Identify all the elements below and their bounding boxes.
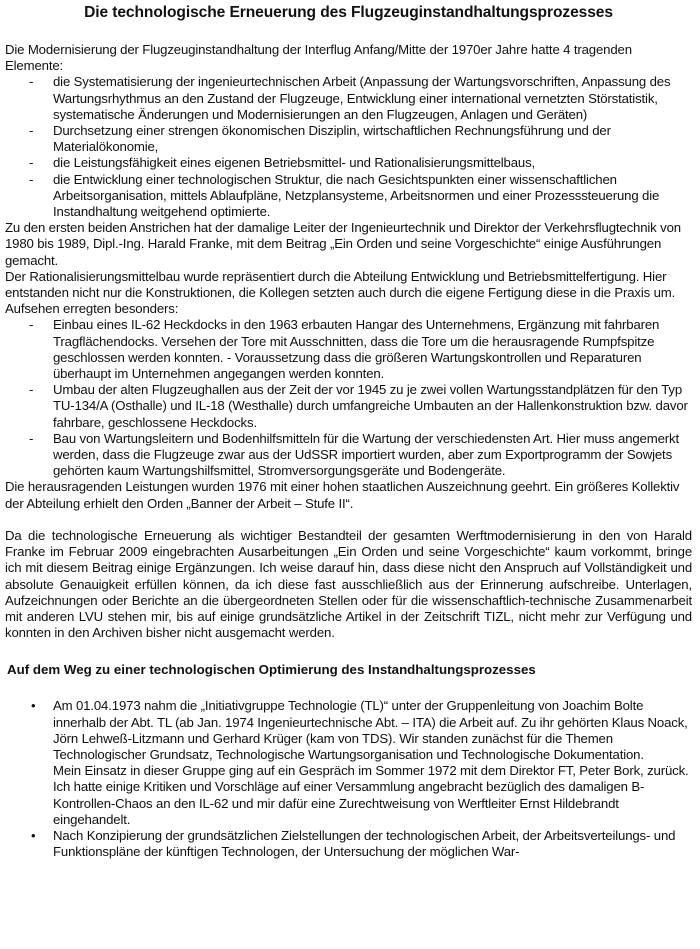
award-paragraph: Die herausragenden Leistungen wurden 1976 mit einer hohen staatlichen Auszeichnung geehrt. Ein größeres Kollektiv der Abteilung erhielt den Orden „Banner der Arbeit – Stufe II“. [5,479,680,511]
franke-paragraph: Zu den ersten beiden Anstrichen hat der damalige Leiter der Ingenieurtechnik und Direktor der Verkehrsflugtechnik von 1980 bis 1989, Dipl.-Ing. Harald Franke, mit dem Beitrag „Ein Orden und seine Vorgeschichte“ einige Ausführungen gemacht. [5,220,681,268]
list-item: - Bau von Wartungsleitern und Bodenhilfsmitteln für die Wartung der verschiedensten Art. Hier muss angemerkt werden, dass die Flugzeuge zwar aus der UdSSR importiert wurden, aber zum Exportprogramm der Sowjets gehörten kaum Wartungshilfsmittel, Stromversorgungsgeräte und Bodengeräte. [5,431,692,480]
list-item: - die Entwicklung einer technologischen Struktur, die nach Gesichtspunkten einer wissenschaftlichen Arbeitsorganisation, mittels Ablaufpläne, Netzplansysteme, Arbeitsnormen und einer Prozesssteuerung die Instandhaltung weitgehend optimierte. [5,172,692,221]
list-item [5,828,692,860]
works-list [5,317,692,479]
supplement-paragraph: Da die technologische Erneuerung als wichtiger Bestandteil der gesamten Werftmodernisierung in den von Harald Franke im Februar 2009 eingebrachten Ausarbeitungen „Ein Orden und seine Vorgeschichte“ kaum vorkommt, bringe ich mit diesem Beitrag einige Ergänzungen. Ich weise darauf hin, dass diese nicht den Anspruch auf Vollständigkeit und absolute Genauigkeit erfüllen können, da ich diese fast ausschließlich aus der Erinnerung aufschreibe. Unterlagen, Aufzeichnungen oder Berichte an die übergeordneten Stellen oder für die wissenschaftlich-technische Zusammenarbeit mit anderen LVU stehen mir, bis auf einige grundsätzliche Artikel in der Zeitschrift TIZL, nicht mehr zur Verfügung und konnten in den Archiven bisher nicht ausgemacht werden. [5,527,692,641]
document-title: Die technologische Erneuerung des Flugzeuginstandhaltungsprozesses [84,4,613,21]
list-item: - Umbau der alten Flugzeughallen aus der Zeit der vor 1945 zu je zwei vollen Wartungsstandplätzen für den Typ TU-134/A (Osthalle) und IL-18 (Westhalle) durch umfangreiche Umbauten an der Hallenkonstruktion bzw. davor fahrbare, geschlossene Heckdocks. [5,382,692,431]
list-item: - die Leistungsfähigkeit eines eigenen Betriebsmittel- und Rationalisierungsmittelbaus, [5,155,692,171]
list-item: - Durchsetzung einer strengen ökonomischen Disziplin, wirtschaftlichen Rechnungsführung und der Materialökonomie, [5,123,692,155]
bullet-list [5,698,692,860]
bullet-text: Am 01.04.1973 nahm die „Initiativgruppe Technologie (TL)“ unter der Gruppenleitung von Joachim Bolte innerhalb der Abt. TL (ab Jan. 1974 Ingenieurtechnische Abt. – ITA) die Arbeit auf. Zu ihr gehörten Klaus Noack, Jörn Lehweß-Litzmann und Gerhard Krüger (kam von TDS). Wir standen zunächst für die Themen Technologischer Grundsatz, Technologische Wartungsorganisation und Technologische Dokumentation. [53,698,688,762]
section-heading: Auf dem Weg zu einer technologischen Optimierung des Instandhaltungsprozesses [7,662,536,678]
list-item [5,698,692,828]
elements-list [5,74,692,220]
rationalisation-paragraph: Der Rationalisierungsmittelbau wurde repräsentiert durch die Abteilung Entwicklung und Betriebsmittelfertigung. Hier entstanden nicht nur die Konstruktionen, die Kollegen setzten auch durch die eigene Fertigung diese in die Praxis um. Aufsehen erregten besonders: [5,268,676,317]
bullet-subtext: Mein Einsatz in dieser Gruppe ging auf ein Gespräch im Sommer 1972 mit dem Direktor FT, Peter Bork, zurück. Ich hatte einige Kritiken und Vorschläge auf einer Versammlung angebracht bezüglich des damaligen B-Kontrollen-Chaos an den IL-62 und mir dafür eine Zurechtweisung von Werftleiter Ernst Hildebrandt eingehandelt. [53,763,689,827]
list-item: - Einbau eines IL-62 Heckdocks in den 1963 erbauten Hangar des Unternehmens, Ergänzung mit fahrbaren Tragflächendocks. Versehen der Tore mit Ausschnitten, dass die Tore um die herausragende Rumpfspitze geschlossen werden konnten. - Voraussetzung dass die größeren Wartungskontrollen und Reparaturen überhaupt im Unternehmen angegangen werden konnten. [5,317,692,382]
list-item: - die Systematisierung der ingenieurtechnischen Arbeit (Anpassung der Wartungsvorschriften, Anpassung des Wartungsrhythmus an den Zustand der Flugzeuge, Entwicklung einer international vernetzten Störstatistik, systematische Änderungen und Modernisierungen an den Flugzeugen, Anlagen und Geräten) [5,74,692,123]
bullet-text: Nach Konzipierung der grundsätzlichen Zielstellungen der technologischen Arbeit, der Arbeitsverteilungs- und Funktionspläne der künftigen Technologen, der Untersuchung der möglichen War- [53,827,676,860]
intro-paragraph: Die Modernisierung der Flugzeuginstandhaltung der Interflug Anfang/Mitte der 1970er Jahre hatte 4 tragenden Elemente: [5,42,632,74]
